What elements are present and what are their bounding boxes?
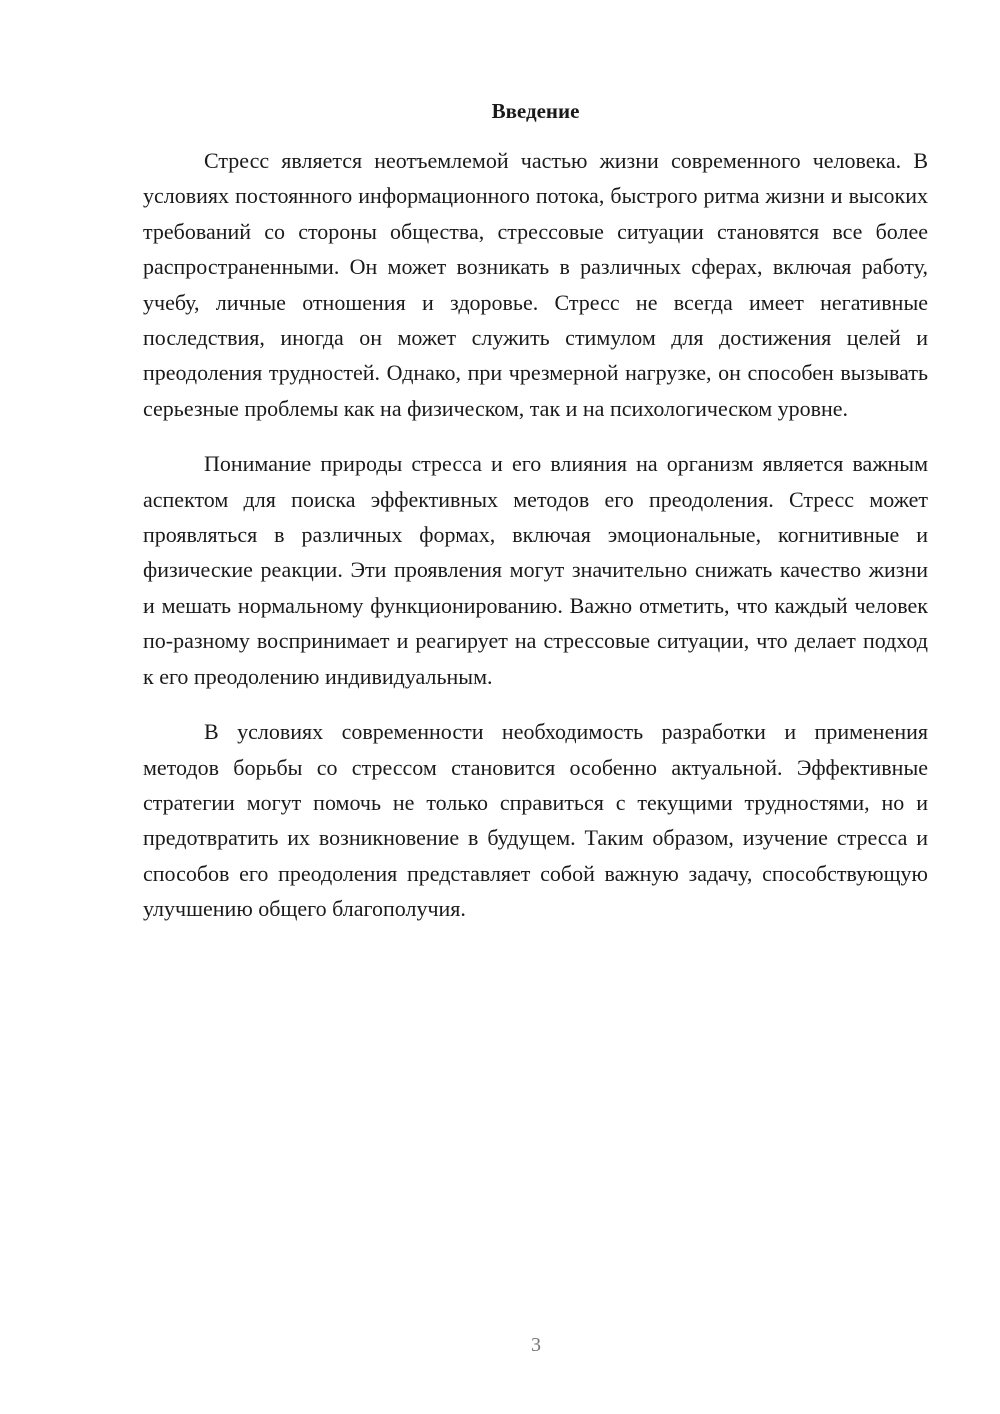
page-content — [143, 96, 928, 927]
section-title: Введение — [491, 99, 580, 123]
paragraph-3: В условиях современности необходимость разработки и применения методов борьбы со стрессом становится особенно актуальной. Эффективные стратегии могут помочь не только справиться с текущими трудностями, но и предотвратить их возникновение в будущем. Таким образом, изучение стресса и способов его преодоления представляет собой важную задачу, способствующую улучшению общего благополучия. — [143, 719, 928, 922]
page-number: 3 — [531, 1334, 541, 1356]
paragraph-2: Понимание природы стресса и его влияния на организм является важным аспектом для поиска эффективных методов его преодоления. Стресс может проявляться в различных формах, включая эмоциональные, когнитивные и физические реакции. Эти проявления могут значительно снижать качество жизни и мешать нормальному функционированию. Важно отметить, что каждый человек по-разному воспринимает и реагирует на стрессовые ситуации, что делает подход к его преодолению индивидуальным. — [143, 451, 928, 689]
paragraph-1: Стресс является неотъемлемой частью жизни современного человека. В условиях постоянного информационного потока, быстрого ритма жизни и высоких требований со стороны общества, стрессовые ситуации становятся все более распространенными. Он может возникать в различных сферах, включая работу, учебу, личные отношения и здоровье. Стресс не всегда имеет негативные последствия, иногда он может служить стимулом для достижения целей и преодоления трудностей. Однако, при чрезмерной нагрузке, он способен вызывать серьезные проблемы как на физическом, так и на психологическом уровне. — [143, 148, 928, 421]
